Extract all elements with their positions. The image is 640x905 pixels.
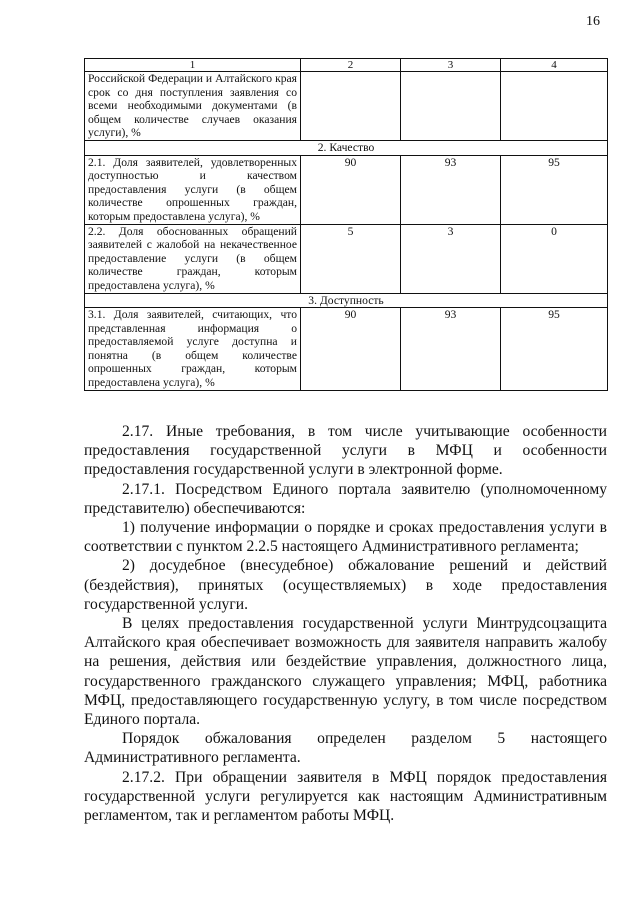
section-row-quality bbox=[85, 140, 608, 155]
indicator-value: 3 bbox=[401, 224, 501, 293]
indicator-value: 93 bbox=[401, 155, 501, 224]
indicators-table bbox=[84, 58, 608, 391]
table-header-row bbox=[85, 59, 608, 72]
indicator-value: 95 bbox=[501, 308, 608, 391]
body-text bbox=[84, 422, 607, 825]
indicator-name: 2.2. Доля обоснованных обращений заявителей с жалобой на некачественное предоставление услуги (в общем количестве граждан, которым предоставлена услуга), % bbox=[85, 224, 301, 293]
indicator-value: 90 bbox=[301, 308, 401, 391]
indicator-value: 90 bbox=[301, 155, 401, 224]
paragraph-2-17: 2.17. Иные требования, в том числе учитывающие особенности предоставления государственной услуги в МФЦ и особенности предоставления государственной услуги в электронной форме. bbox=[84, 423, 607, 479]
section-row-accessibility bbox=[85, 293, 608, 308]
column-header-3: 3 bbox=[401, 59, 501, 72]
indicator-value bbox=[401, 72, 501, 141]
column-header-1: 1 bbox=[85, 59, 301, 72]
indicator-value: 95 bbox=[501, 155, 608, 224]
column-header-4: 4 bbox=[501, 59, 608, 72]
table-row bbox=[85, 308, 608, 391]
paragraph-2-17-2: 2.17.2. При обращении заявителя в МФЦ порядок предоставления государственной услуги регулируется как настоящим Административным регламентом, так и регламентом работы МФЦ. bbox=[84, 768, 607, 825]
paragraph-2-17-1: 2.17.1. Посредством Единого портала заявителю (уполномоченному представителю) обеспечиваются: bbox=[84, 480, 607, 517]
paragraph-appeal-procedure: Порядок обжалования определен разделом 5 настоящего Административного регламента. bbox=[84, 730, 607, 767]
indicator-name: 2.1. Доля заявителей, удовлетворенных доступностью и качеством предоставления услуги (в общем количестве опрошенных граждан, которым предоставлена услуга), % bbox=[85, 155, 301, 224]
indicator-value bbox=[501, 72, 608, 141]
indicator-value bbox=[301, 72, 401, 141]
table-row bbox=[85, 155, 608, 224]
indicator-name: Российской Федерации и Алтайского края срок со дня поступления заявления со всеми необходимыми документами (в общем количестве случаев оказания услуги), % bbox=[85, 72, 301, 141]
indicator-value: 93 bbox=[401, 308, 501, 391]
page-number: 16 bbox=[586, 14, 600, 29]
paragraph-item-2: 2) досудебное (внесудебное) обжалование решений и действий (бездействия), принятых (осуществляемых) в ходе предоставления государственной услуги. bbox=[84, 557, 607, 613]
indicator-value: 0 bbox=[501, 224, 608, 293]
paragraph-complaint: В целях предоставления государственной услуги Минтрудсоцзащита Алтайского края обеспечивает возможность для заявителя направить жалобу на решения, действия или бездействие управления, должностного лица, государственного гражданского служащего управления; МФЦ, работника МФЦ, предоставляющего государственную услугу, в том числе посредством Единого портала. bbox=[84, 615, 607, 729]
table-row bbox=[85, 72, 608, 141]
paragraph-item-1: 1) получение информации о порядке и сроках предоставления услуги в соответствии с пунктом 2.2.5 настоящего Административного регламента; bbox=[84, 519, 607, 556]
section-title: 2. Качество bbox=[85, 140, 608, 155]
indicator-value: 5 bbox=[301, 224, 401, 293]
column-header-2: 2 bbox=[301, 59, 401, 72]
indicator-name: 3.1. Доля заявителей, считающих, что представленная информация о предоставляемой услуге доступна и понятна (в общем количестве опрошенных граждан, которым предоставлена услуга), % bbox=[85, 308, 301, 391]
table-row bbox=[85, 224, 608, 293]
section-title: 3. Доступность bbox=[85, 293, 608, 308]
